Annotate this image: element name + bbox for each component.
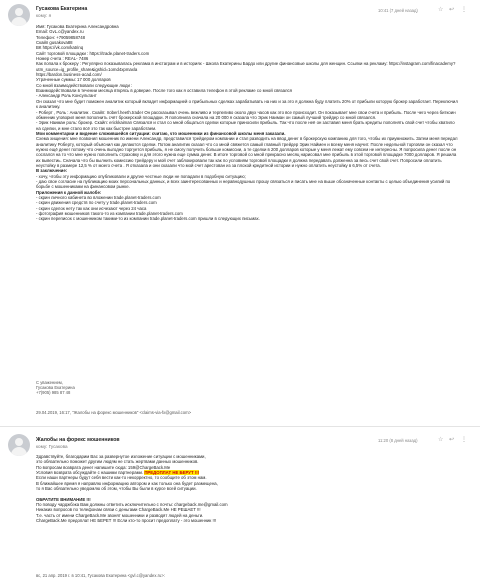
body-line: - Александр Роль Консультант (36, 93, 97, 99)
star-icon[interactable]: ☆ (438, 7, 444, 13)
body-line: https://bardon.business-acad.com/ (36, 72, 102, 78)
sender-name[interactable]: Гусакова Екатерина (36, 6, 88, 12)
sign-phone: +7(905) 985 87 48 (36, 390, 71, 395)
body-line: Т.е. часть от имени ChargeBack.Me звонят мошенники и разводят людей на деньги. (36, 512, 204, 518)
body-line: Мои комментарии и видение сложившейся ситуации: считаю, что мошенники из финансовой школы меня заказали. (36, 130, 286, 136)
body-line: это обязательно поможет другим людям не стать жертвами данных мошенников. (36, 459, 199, 465)
more-vertical-icon[interactable]: ⋮ (461, 437, 467, 443)
body-line: Утраченные суммы: 17 000 долларов (36, 77, 111, 83)
quoted-header[interactable]: вс, 21 апр. 2019 г. в 10:41, Гусакова Екатерина <gvl.c@yandex.ru>: (36, 573, 165, 578)
body-text: Условия возврата обсуждайте с нашими партнерами. (36, 470, 145, 476)
body-line: ChargeBack.Me предоплат НЕ БЕРЕТ !!! Если кто-то просит предоплату - это мошенник !!! (36, 518, 217, 524)
sign-name: Гусакова Екатерина (36, 385, 75, 390)
recipient-line[interactable]: кому: Гусакова (36, 444, 68, 449)
body-line: Как попала к брокеру : Регулярно показывалась реклама в инстаграм и в историях - Школа Екатерины Бардо или другие финансовые школы для женщин. Ссылки на рекламу: https://instagram.com/finacademy?utm_source=ig_profile_share&igshid=1omd4xpmaxla (36, 61, 456, 72)
body-line: - скрин переписок с мошенником такими-то из компании trade.planet-traders.com пришли в следующих письмах. (36, 216, 260, 222)
body-line: Со мной взаимодействовали следующие люди : (36, 82, 133, 88)
body-line: - скрин сделок нету так как они исчезают через 24 часа (36, 205, 147, 211)
reply-icon[interactable]: ↩ (449, 437, 455, 443)
body-line: ВК https://vk.com/katrinq (36, 45, 84, 51)
body-line: Телефон: +79059858748 (36, 34, 86, 40)
body-line: В ближайшее время я направлю информацию автором и как только она будет размещена, (36, 480, 218, 486)
body-line: Сайт торговой площадки : https://trade.planet-traders.com (36, 50, 150, 56)
body-line: Схема хищения: мне позвонил мошенник по имени Александр, представился трейдером компании и стал разводить на ввод денег в брокерскую компанию для того, чтобы их приумножить. Затем меня передал аналитику Роберту, который объяснил как делаются сделки. Потом аналитик сказал что со мной свяжется самый главный трейдер Эрик Наймен и всему меня научит. После недельной торговли он сказал что нужно ещё денег потому что очень выгодно торгуется прибыль, я не смогу получить больше комиссии, а те сделки в 200 долларов которые у меня лежат ему совсем не интересны. Я попросила денег после он сослался на то что мне нужно пополнить страховку и для этого нужна еще сумма денег. В итоге торговой со мной прекрасно месяц нарисовал мне прибыль в этой торговой площадке 7000 долларов. Я решила их вывестиь. Сначала что бы вылнить комиссию трейдеру и мой счет заблокировали так как по условиям торговой площадки я должна передавать долженна за весь счет свой счет. Попросили оплатить неустойку в размере 12,5 % от моего счета . Я отказала и они сказали что мой счет арестован из за плохой кредитной истории и нужно оплатить неустойку в 6,5% от счета. (36, 136, 458, 168)
message-body (36, 24, 460, 222)
message-body (36, 454, 460, 523)
quoted-header[interactable]: 29.04.2019, 16:17, "Жалобы на форекс мошенников" <claims-via-fx@gmail.com> (36, 410, 192, 415)
message-time: 11:20 (8 дней назад) (378, 438, 418, 443)
more-vertical-icon[interactable]: ⋮ (461, 7, 467, 13)
sender-avatar (8, 434, 30, 456)
body-line: - Роберт , Роль : Аналитик . Скайп: Iroberl.heeth.trader Он рассказывал очень вежливо и терпеливо около двух часов как это все происходит. Он показывает мне свои счета и прибыль. После чего через биткоин обменник уговорил меня пополнить счёт брокерской площадки. Я пополнила сначала на 20 000 я сказала что Эрик Наиман он самый лучший трейдер со мной связался. (36, 109, 456, 120)
body-line: ОБРАТИТЕ ВНИМАНИЕ !!! (36, 496, 91, 502)
message-time: 10:41 (7 дней назад) (378, 8, 418, 13)
body-line: В заключение: (36, 168, 68, 174)
body-line: - даю свое согласие на публикацию моих персональных данных, и всех заинтересованных и неравнодушных прошу связаться и писать мне на выше обозначенные контакты с целью объединения усилий по борьбе с мошенниками на финансовом рынке. (36, 178, 451, 190)
body-line: то я Вас обязательно уведомлю об этом, чтобы Вы были в курсе всей ситуации. (36, 486, 197, 492)
body-line: Он сказал что мне будет поможен аналитик который вкладет информацией о прибыльных сделках зарабатывать на них и за это я должна буду платить 20% от прибыли которую брокер заработает. Переключил к аналитику. (36, 98, 458, 110)
body-line: - хочу, чтобы эту информацию опубликовали и другие честные люди не попадали в подобную ситуацию; (36, 173, 246, 179)
body-line: Имя: Гусакова Екатерина Александровна (36, 24, 119, 29)
body-line: Приложения к данной жалобе: (36, 189, 102, 195)
body-line: - фотография мошенников такого-то из компании trade.planet-traders.com (36, 211, 183, 217)
body-line: По поводу чарджбэка Вам должны ответить исключительно с почты: chargeback.me@gmail.com (36, 502, 228, 508)
sender-avatar (8, 4, 30, 26)
recipient-line[interactable]: кому: я (36, 13, 52, 18)
star-icon[interactable]: ☆ (438, 437, 444, 443)
sign-off: С уважением, (36, 380, 63, 385)
signature (36, 380, 75, 395)
message-divider (0, 426, 480, 427)
body-line: - Эрик Наиман роль: брокер. Скайп: erickkaiman Связался и стал со мной общаться сделки которые приносили прибыль. Так что после неё он заставил меня брать кредиты пополнять свой счет чтобы хватило на сделки, и мне стало всё это так как быстрее заработаем. (36, 120, 455, 131)
reply-icon[interactable]: ↩ (449, 7, 455, 13)
body-line: Email: GvL.c@yandex.ru (36, 29, 84, 35)
body-line: Если наши партнеры будут себя вести как-то некорректно, то сообщите об этом нам. (36, 475, 207, 481)
body-line: По вопросам возврата денег напишите сюда: 159@ChargeBack.Me (36, 464, 171, 470)
body-line: - скрин личного кабинета во вложении trade.planet-traders.com (36, 195, 161, 200)
body-line: Номер счета : REAL- 7486 (36, 56, 89, 62)
body-line: Взаимодействовали в течении месяца вткрясь в доверие. После того как я оставила телефон в этой рекламе со мной связался (36, 88, 292, 94)
body-line: - скрин движения средств по счету у trade.planet-traders.com (36, 200, 157, 206)
body-line: Здравствуйте, благодарим Вас за развернутое изложение ситуации с мошенниками, (36, 454, 206, 459)
warning-highlight: ПРЕДОПЛАТ НЕ БЕРУТ !!! (144, 470, 200, 476)
body-line: Скайп gusakova88 (36, 40, 73, 46)
body-line: Никаких вопросов по телефонам связи с деньгами ChargeBack.Me НЕ РЕШАЕТ !!! (36, 507, 201, 513)
sender-name[interactable]: Жалобы на форекс мошенников (36, 437, 120, 443)
